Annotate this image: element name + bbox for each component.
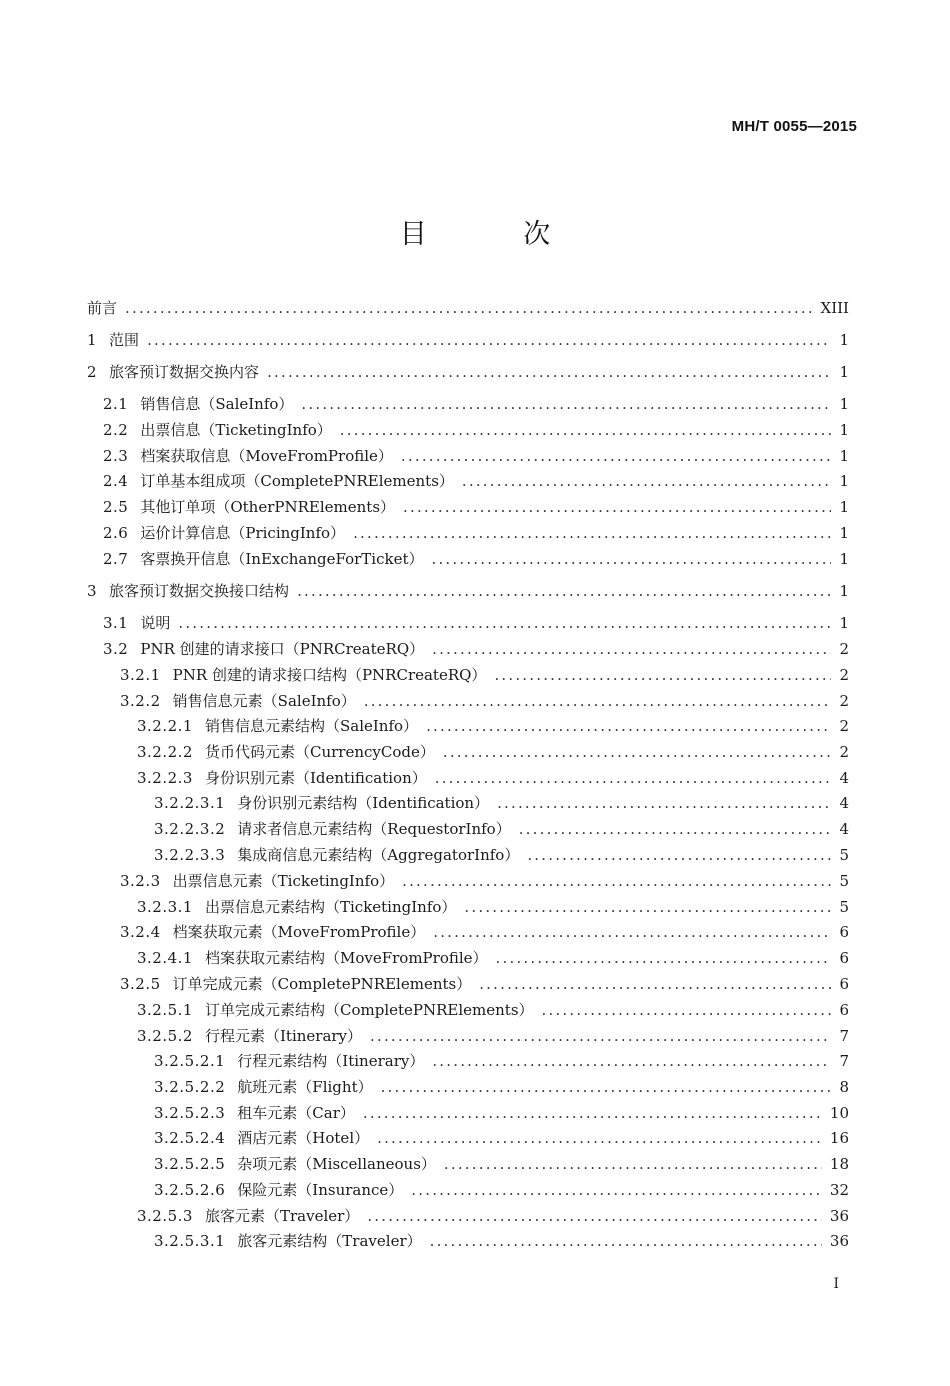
toc-entry-title: 档案获取信息（MoveFromProfile） [140, 447, 393, 465]
toc-entry-title: 航班元素（Flight） [237, 1078, 373, 1096]
toc-leader-dots [125, 297, 813, 319]
toc-entry-title: 销售信息元素（SaleInfo） [172, 692, 356, 710]
toc-entry[interactable] [0, 1076, 849, 1098]
toc-entry[interactable] [0, 522, 849, 544]
toc-entry-title: 旅客预订数据交换内容 [109, 363, 260, 381]
toc-entry-title: 杂项元素（Miscellaneous） [237, 1155, 436, 1173]
toc-entry-page: 1 [839, 614, 849, 632]
toc-leader-dots [297, 580, 831, 602]
toc-leader-dots [479, 973, 831, 995]
toc-leader-dots [435, 767, 832, 789]
toc-entry-page: 32 [829, 1181, 849, 1199]
toc-leader-dots [432, 1050, 831, 1072]
toc-entry-number: 3.2.2.3.2 [154, 820, 226, 838]
toc-entry[interactable] [0, 1025, 849, 1047]
toc-entry-page: 18 [829, 1155, 849, 1173]
toc-leader-dots [519, 818, 832, 840]
toc-entry-title: PNR 创建的请求接口结构（PNRCreateRQ） [172, 666, 487, 684]
toc-entry-number: 2.4 [103, 472, 129, 490]
toc-entry-number: 3.2.5.2.2 [154, 1078, 226, 1096]
toc-entry-page: 2 [839, 666, 849, 684]
toc-entry[interactable] [0, 445, 849, 467]
toc-entry-page: 1 [839, 472, 849, 490]
toc-entry-title: PNR 创建的请求接口（PNRCreateRQ） [140, 640, 425, 658]
toc-entry-page: 2 [839, 640, 849, 658]
toc-entry-number: 3.2.5.2.1 [154, 1052, 226, 1070]
toc-entry-number: 3.2 [103, 640, 129, 658]
toc-leader-dots [377, 1127, 822, 1149]
toc-entry-number: 3.2.5.2.5 [154, 1155, 226, 1173]
toc-entry[interactable] [0, 1102, 849, 1124]
toc-entry-number: 2.6 [103, 524, 129, 542]
toc-entry[interactable] [0, 973, 849, 995]
toc-leader-dots [364, 690, 832, 712]
toc-entry-number: 2.1 [103, 395, 129, 413]
toc-entry-title: 租车元素（Car） [237, 1104, 355, 1122]
toc-leader-dots [353, 522, 831, 544]
toc-entry-title: 旅客预订数据交换接口结构 [109, 582, 290, 600]
toc-entry-page: 4 [839, 769, 849, 787]
toc-entry-number: 2.2 [103, 421, 129, 439]
toc-leader-dots [401, 445, 832, 467]
toc-entry-title: 范围 [109, 331, 140, 349]
toc-entry[interactable] [0, 1127, 849, 1149]
toc-entry-number: 3.2.2 [120, 692, 161, 710]
toc-entry[interactable] [0, 638, 849, 660]
toc-entry[interactable] [0, 690, 849, 712]
toc-entry-page: 1 [839, 550, 849, 568]
toc-entry[interactable] [0, 870, 849, 892]
toc-entry-page: 5 [839, 872, 849, 890]
toc-entry[interactable] [0, 1050, 849, 1072]
toc-entry-title: 订单完成元素结构（CompletePNRElements） [204, 1001, 534, 1019]
toc-leader-dots [147, 329, 831, 351]
toc-entry-page: 7 [839, 1052, 849, 1070]
toc-entry-page: 1 [839, 524, 849, 542]
toc-entry-title: 集成商信息元素结构（AggregatorInfo） [237, 846, 520, 864]
toc-leader-dots [426, 715, 831, 737]
toc-entry-number: 3.2.5.1 [137, 1001, 193, 1019]
toc-entry-number: 3.2.3 [120, 872, 161, 890]
toc-entry-number: 2.5 [103, 498, 129, 516]
toc-entry-title: 档案获取元素（MoveFromProfile） [172, 923, 426, 941]
toc-leader-dots [542, 999, 832, 1021]
toc-entry-page: 36 [829, 1207, 849, 1225]
toc-entry-title: 订单基本组成项（CompletePNRElements） [140, 472, 454, 490]
toc-leader-dots [433, 921, 831, 943]
toc-entry[interactable] [0, 715, 849, 737]
toc-entry-title: 保险元素（Insurance） [237, 1181, 404, 1199]
toc-entry-page: 8 [839, 1078, 849, 1096]
toc-entry-page: 1 [839, 331, 849, 349]
toc-entry[interactable] [0, 329, 849, 351]
toc-entry-page: 4 [839, 794, 849, 812]
toc-entry-number: 3.2.5.2.3 [154, 1104, 226, 1122]
toc-entry-number: 3.2.5.3 [137, 1207, 193, 1225]
toc-entry-number: 3.2.4.1 [137, 949, 193, 967]
toc-entry[interactable] [0, 580, 849, 602]
toc-entry-page: 6 [839, 1001, 849, 1019]
toc-entry[interactable] [0, 1230, 849, 1252]
toc-entry[interactable] [0, 1179, 849, 1201]
toc-leader-dots [527, 844, 831, 866]
toc-entry-title: 出票信息元素（TicketingInfo） [172, 872, 395, 890]
toc-entry[interactable] [0, 767, 849, 789]
toc-entry-page: 10 [829, 1104, 849, 1122]
toc-leader-dots [432, 638, 831, 660]
toc-entry-page: 4 [839, 820, 849, 838]
toc-entry-number: 3.2.2.1 [137, 717, 193, 735]
toc-entry-page: 1 [839, 447, 849, 465]
toc-entry-title: 说明 [140, 614, 171, 632]
toc-leader-dots [430, 1230, 822, 1252]
toc-entry-title: 档案获取元素结构（MoveFromProfile） [204, 949, 488, 967]
toc-entry[interactable] [0, 896, 849, 918]
toc-entry-page: 1 [839, 395, 849, 413]
toc-leader-dots [178, 612, 831, 634]
toc-entry[interactable] [0, 792, 849, 814]
toc-entry-number: 2.3 [103, 447, 129, 465]
toc-entry-page: 1 [839, 498, 849, 516]
toc-entry[interactable] [0, 999, 849, 1021]
toc-entry-number: 2 [87, 363, 98, 381]
toc-leader-dots [370, 1025, 831, 1047]
toc-leader-dots [402, 870, 831, 892]
toc-entry[interactable] [0, 496, 849, 518]
toc-entry-title: 身份识别元素结构（Identification） [237, 794, 490, 812]
toc-entry-page: 5 [839, 898, 849, 916]
toc-entry[interactable] [0, 818, 849, 840]
toc-entry-page: 6 [839, 923, 849, 941]
toc-entry-page: 1 [839, 363, 849, 381]
toc-entry[interactable] [0, 947, 849, 969]
toc-entry-number: 3.2.5.3.1 [154, 1232, 226, 1250]
toc-entry-title: 前言 [87, 299, 118, 317]
toc-entry-number: 3.2.2.3.3 [154, 846, 226, 864]
toc-entry-title: 销售信息（SaleInfo） [140, 395, 294, 413]
toc-entry[interactable] [0, 921, 849, 943]
toc-entry-page: 6 [839, 975, 849, 993]
toc-leader-dots [494, 664, 831, 686]
toc-leader-dots [432, 548, 832, 570]
toc-entry[interactable] [0, 548, 849, 570]
toc-entry-title: 请求者信息元素结构（RequestorInfo） [237, 820, 511, 838]
toc-entry-number: 3.1 [103, 614, 129, 632]
toc-entry[interactable] [0, 844, 849, 866]
toc-entry-title: 旅客元素结构（Traveler） [237, 1232, 422, 1250]
toc-entry-page: XIII [820, 299, 849, 317]
toc-entry[interactable] [0, 741, 849, 763]
toc-leader-dots [462, 470, 832, 492]
toc-entry-title: 行程元素结构（Itinerary） [237, 1052, 425, 1070]
toc-entry-number: 3.2.2.3.1 [154, 794, 226, 812]
toc-entry-page: 36 [829, 1232, 849, 1250]
toc-leader-dots [367, 1205, 822, 1227]
toc-entry-number: 3.2.5.2 [137, 1027, 193, 1045]
toc-entry[interactable] [0, 361, 849, 383]
toc-entry-title: 出票信息（TicketingInfo） [140, 421, 332, 439]
toc-entry-number: 1 [87, 331, 98, 349]
toc-entry-page: 16 [829, 1129, 849, 1147]
toc-entry-number: 3.2.5 [120, 975, 161, 993]
toc-entry-title: 其他订单项（OtherPNRElements） [140, 498, 396, 516]
toc-entry-title: 酒店元素（Hotel） [237, 1129, 370, 1147]
toc-leader-dots [464, 896, 831, 918]
toc-leader-dots [444, 1153, 822, 1175]
toc-leader-dots [301, 393, 831, 415]
toc-entry-number: 3.2.2.3 [137, 769, 193, 787]
toc-entry-title: 销售信息元素结构（SaleInfo） [204, 717, 419, 735]
toc-entry-number: 3.2.3.1 [137, 898, 193, 916]
toc-leader-dots [411, 1179, 822, 1201]
toc-entry-number: 3.2.4 [120, 923, 161, 941]
toc-entry-page: 5 [839, 846, 849, 864]
page-title: 目 次 [399, 219, 595, 250]
toc-entry-title: 运价计算信息（PricingInfo） [140, 524, 346, 542]
toc-entry-page: 1 [839, 421, 849, 439]
toc-entry-title: 客票换开信息（InExchangeForTicket） [140, 550, 424, 568]
toc-entry-page: 2 [839, 743, 849, 761]
toc-entry[interactable] [0, 419, 849, 441]
toc-entry[interactable] [0, 470, 849, 492]
toc-leader-dots [497, 792, 831, 814]
toc-entry[interactable] [0, 1205, 849, 1227]
toc-leader-dots [381, 1076, 832, 1098]
toc-leader-dots [340, 419, 832, 441]
toc-entry[interactable] [0, 393, 849, 415]
toc-entry-page: 2 [839, 717, 849, 735]
toc-leader-dots [267, 361, 831, 383]
toc-entry[interactable] [0, 612, 849, 634]
toc-entry-title: 身份识别元素（Identification） [204, 769, 427, 787]
toc-entry-page: 1 [839, 582, 849, 600]
toc-entry[interactable] [0, 664, 849, 686]
toc-entry-page: 7 [839, 1027, 849, 1045]
toc-leader-dots [496, 947, 832, 969]
toc-entry-number: 3.2.1 [120, 666, 161, 684]
toc-entry-title: 行程元素（Itinerary） [204, 1027, 363, 1045]
toc-entry-number: 2.7 [103, 550, 129, 568]
toc-leader-dots [443, 741, 832, 763]
toc-entry-number: 3.2.2.2 [137, 743, 193, 761]
toc-leader-dots [403, 496, 831, 518]
toc-leader-dots [363, 1102, 822, 1124]
page-number: I [833, 1276, 839, 1292]
toc-entry-page: 2 [839, 692, 849, 710]
toc-entry-title: 货币代码元素（CurrencyCode） [204, 743, 435, 761]
document-code: MH/T 0055—2015 [731, 118, 857, 135]
toc-entry-number: 3.2.5.2.4 [154, 1129, 226, 1147]
toc-entry-page: 6 [839, 949, 849, 967]
toc-entry[interactable] [0, 1153, 849, 1175]
toc-entry-foreword[interactable] [0, 297, 849, 319]
toc-entry-title: 旅客元素（Traveler） [204, 1207, 360, 1225]
toc-entry-title: 出票信息元素结构（TicketingInfo） [204, 898, 457, 916]
toc-entry-number: 3 [87, 582, 98, 600]
toc-entry-number: 3.2.5.2.6 [154, 1181, 226, 1199]
toc-entry-title: 订单完成元素（CompletePNRElements） [172, 975, 472, 993]
